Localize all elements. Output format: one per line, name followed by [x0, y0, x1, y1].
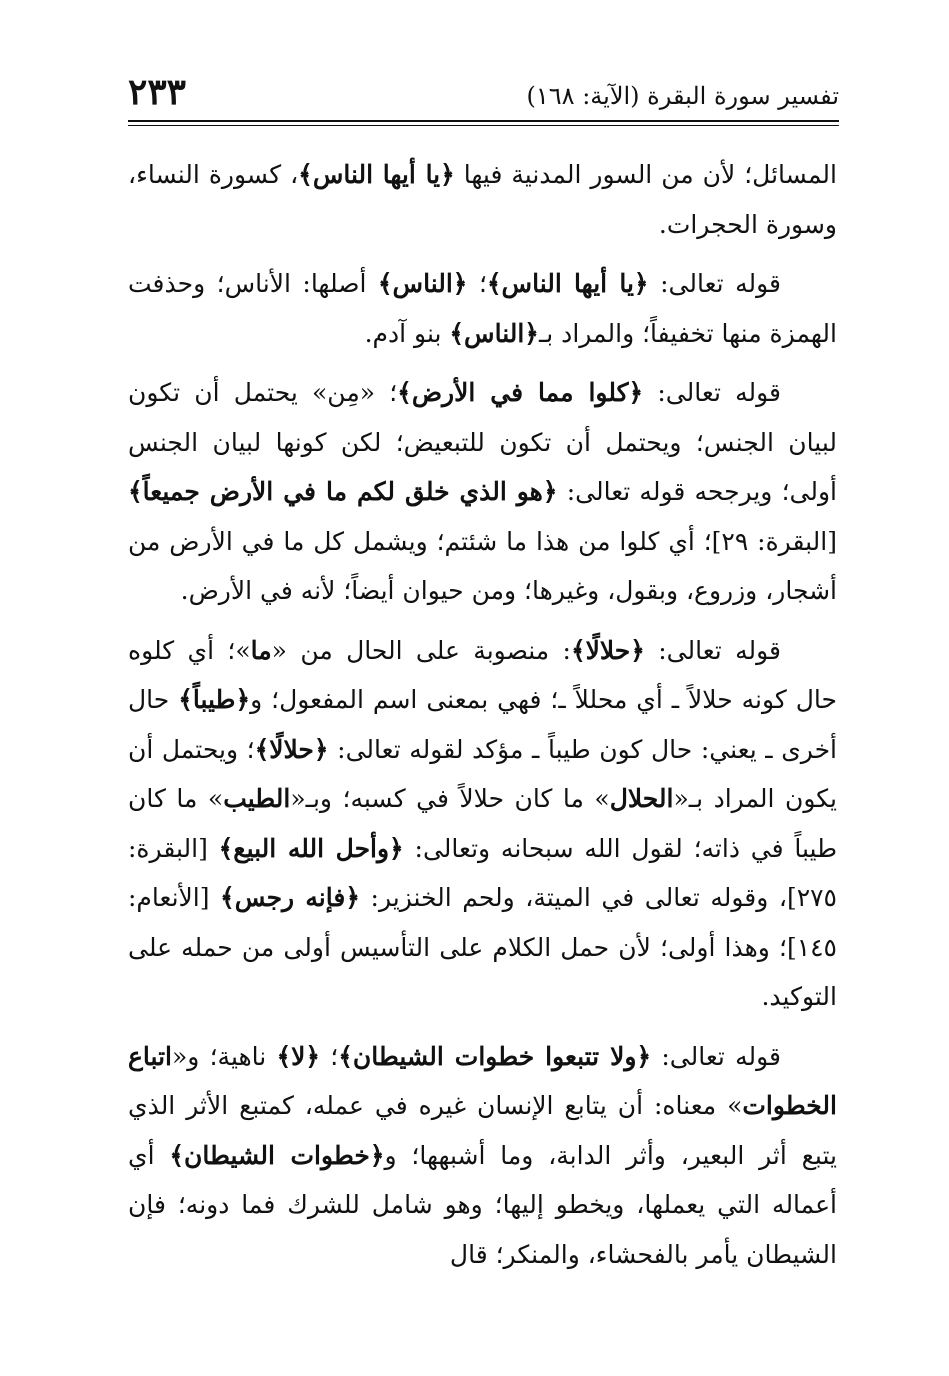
text-segment: قوله تعالى: — [648, 269, 781, 298]
text-segment: [الأنعام: ١٤٥]؛ وهذا أولى؛ لأن حمل الكلام على التأسيس أولى من حمله على التوكيد. — [128, 883, 837, 1011]
bold-quote-segment: ﴿حلالًا﴾ — [254, 734, 329, 764]
text-segment: قوله تعالى: — [643, 378, 781, 407]
bold-quote-segment: ﴿كلوا مما في الأرض﴾ — [397, 378, 644, 407]
text-segment: بنو آدم. — [364, 318, 450, 348]
page-body — [128, 150, 837, 1289]
bold-quote-segment: ﴿فإنه رجس﴾ — [220, 883, 360, 912]
bold-quote-segment: ﴿يا أيها الناس﴾ — [486, 269, 649, 298]
bold-quote-segment: ﴿يا أيها الناس﴾ — [298, 160, 455, 189]
text-segment: ؛ «مِن» يحتمل أن تكون لبيان الجنس؛ ويحتمل أن تكون للتبعيض؛ لكن كونها لبيان الجنس أولى؛ ويرجحه قوله تعالى: — [128, 378, 837, 506]
text-segment: ناهية؛ و« — [171, 1041, 277, 1071]
bold-quote-segment: الطيب — [223, 784, 291, 813]
bold-quote-segment: ﴿خطوات الشيطان﴾ — [169, 1140, 385, 1170]
paragraph — [128, 259, 837, 358]
text-segment: ؛ — [467, 269, 487, 298]
text-segment: أصلها: الأناس؛ وحذفت الهمزة منها تخفيفاً؛ والمراد بـ — [128, 269, 837, 348]
bold-quote-segment: ﴿ولا تتبعوا خطوات الشيطان﴾ — [338, 1041, 652, 1071]
page-header — [128, 70, 839, 118]
bold-quote-segment: اتباع الخطوات — [128, 1041, 837, 1120]
bold-quote-segment: ﴿طيباً﴾ — [178, 685, 251, 714]
text-segment: أي أعماله التي يعملها، ويخطو إليها؛ وهو شامل للشرك فما دونه؛ فإن الشيطان يأمر بالفحشاء، والمنكر؛ قال — [128, 1140, 837, 1269]
header-divider-thin — [128, 125, 839, 126]
text-segment: قوله تعالى: — [651, 1041, 781, 1071]
text-segment: » ما كان حلالاً في كسبه؛ وبـ« — [290, 784, 610, 813]
bold-quote-segment: ﴿الناس﴾ — [449, 318, 539, 348]
bold-quote-segment: ﴿حلالًا﴾ — [570, 635, 645, 665]
bold-quote-segment: الحلال — [609, 784, 674, 813]
paragraph — [128, 150, 837, 249]
text-segment: حال أخرى ـ يعني: حال كون طيباً ـ مؤكد لقوله تعالى: — [128, 685, 837, 764]
text-segment: : منصوبة على الحال من « — [271, 635, 571, 665]
paragraph — [128, 626, 837, 1022]
text-segment: ؛ — [320, 1041, 339, 1071]
running-title: تفسير سورة البقرة (الآية: ١٦٨) — [526, 82, 839, 110]
paragraph — [128, 1032, 837, 1280]
text-segment: ، كسورة النساء، وسورة الحجرات. — [128, 160, 837, 239]
text-segment: » معناه: أن يتابع الإنسان غيره في عمله، كمتبع الأثر الذي يتبع أثر البعير، وأثر الدابة، وما أشبهها؛ و — [128, 1091, 837, 1170]
bold-quote-segment: ﴿لا﴾ — [276, 1041, 321, 1071]
text-segment: »؛ أي كلوه حال كونه حلالاً ـ أي محللاً ـ؛ فهي بمعنى اسم المفعول؛ و — [128, 635, 838, 714]
text-segment: [البقرة: ٢٧٥]، وقوله تعالى في الميتة، ولحم الخنزير: — [128, 833, 837, 912]
header-divider — [128, 120, 839, 122]
bold-quote-segment: ﴿الناس﴾ — [377, 269, 468, 298]
text-segment: ؛ ويحتمل أن يكون المراد بـ« — [128, 734, 838, 813]
text-segment: المسائل؛ لأن من السور المدنية فيها — [454, 160, 837, 189]
page-number: ٢٣٣ — [128, 71, 187, 113]
bold-quote-segment: ﴿هو الذي خلق لكم ما في الأرض جميعاً﴾ — [128, 477, 558, 506]
text-segment: » ما كان طيباً في ذاته؛ لقول الله سبحانه وتعالى: — [128, 784, 837, 863]
bold-quote-segment: ما — [250, 635, 272, 665]
text-segment: [البقرة: ٢٩]؛ أي كلوا من هذا ما شئتم؛ ويشمل كل ما في الأرض من أشجار، وزروع، وبقول، وغيرها؛ ومن حيوان أيضاً؛ لأنه في الأرض. — [128, 526, 837, 605]
paragraph — [128, 368, 837, 616]
bold-quote-segment: ﴿وأحل الله البيع﴾ — [218, 833, 404, 863]
text-segment: قوله تعالى: — [644, 635, 782, 665]
